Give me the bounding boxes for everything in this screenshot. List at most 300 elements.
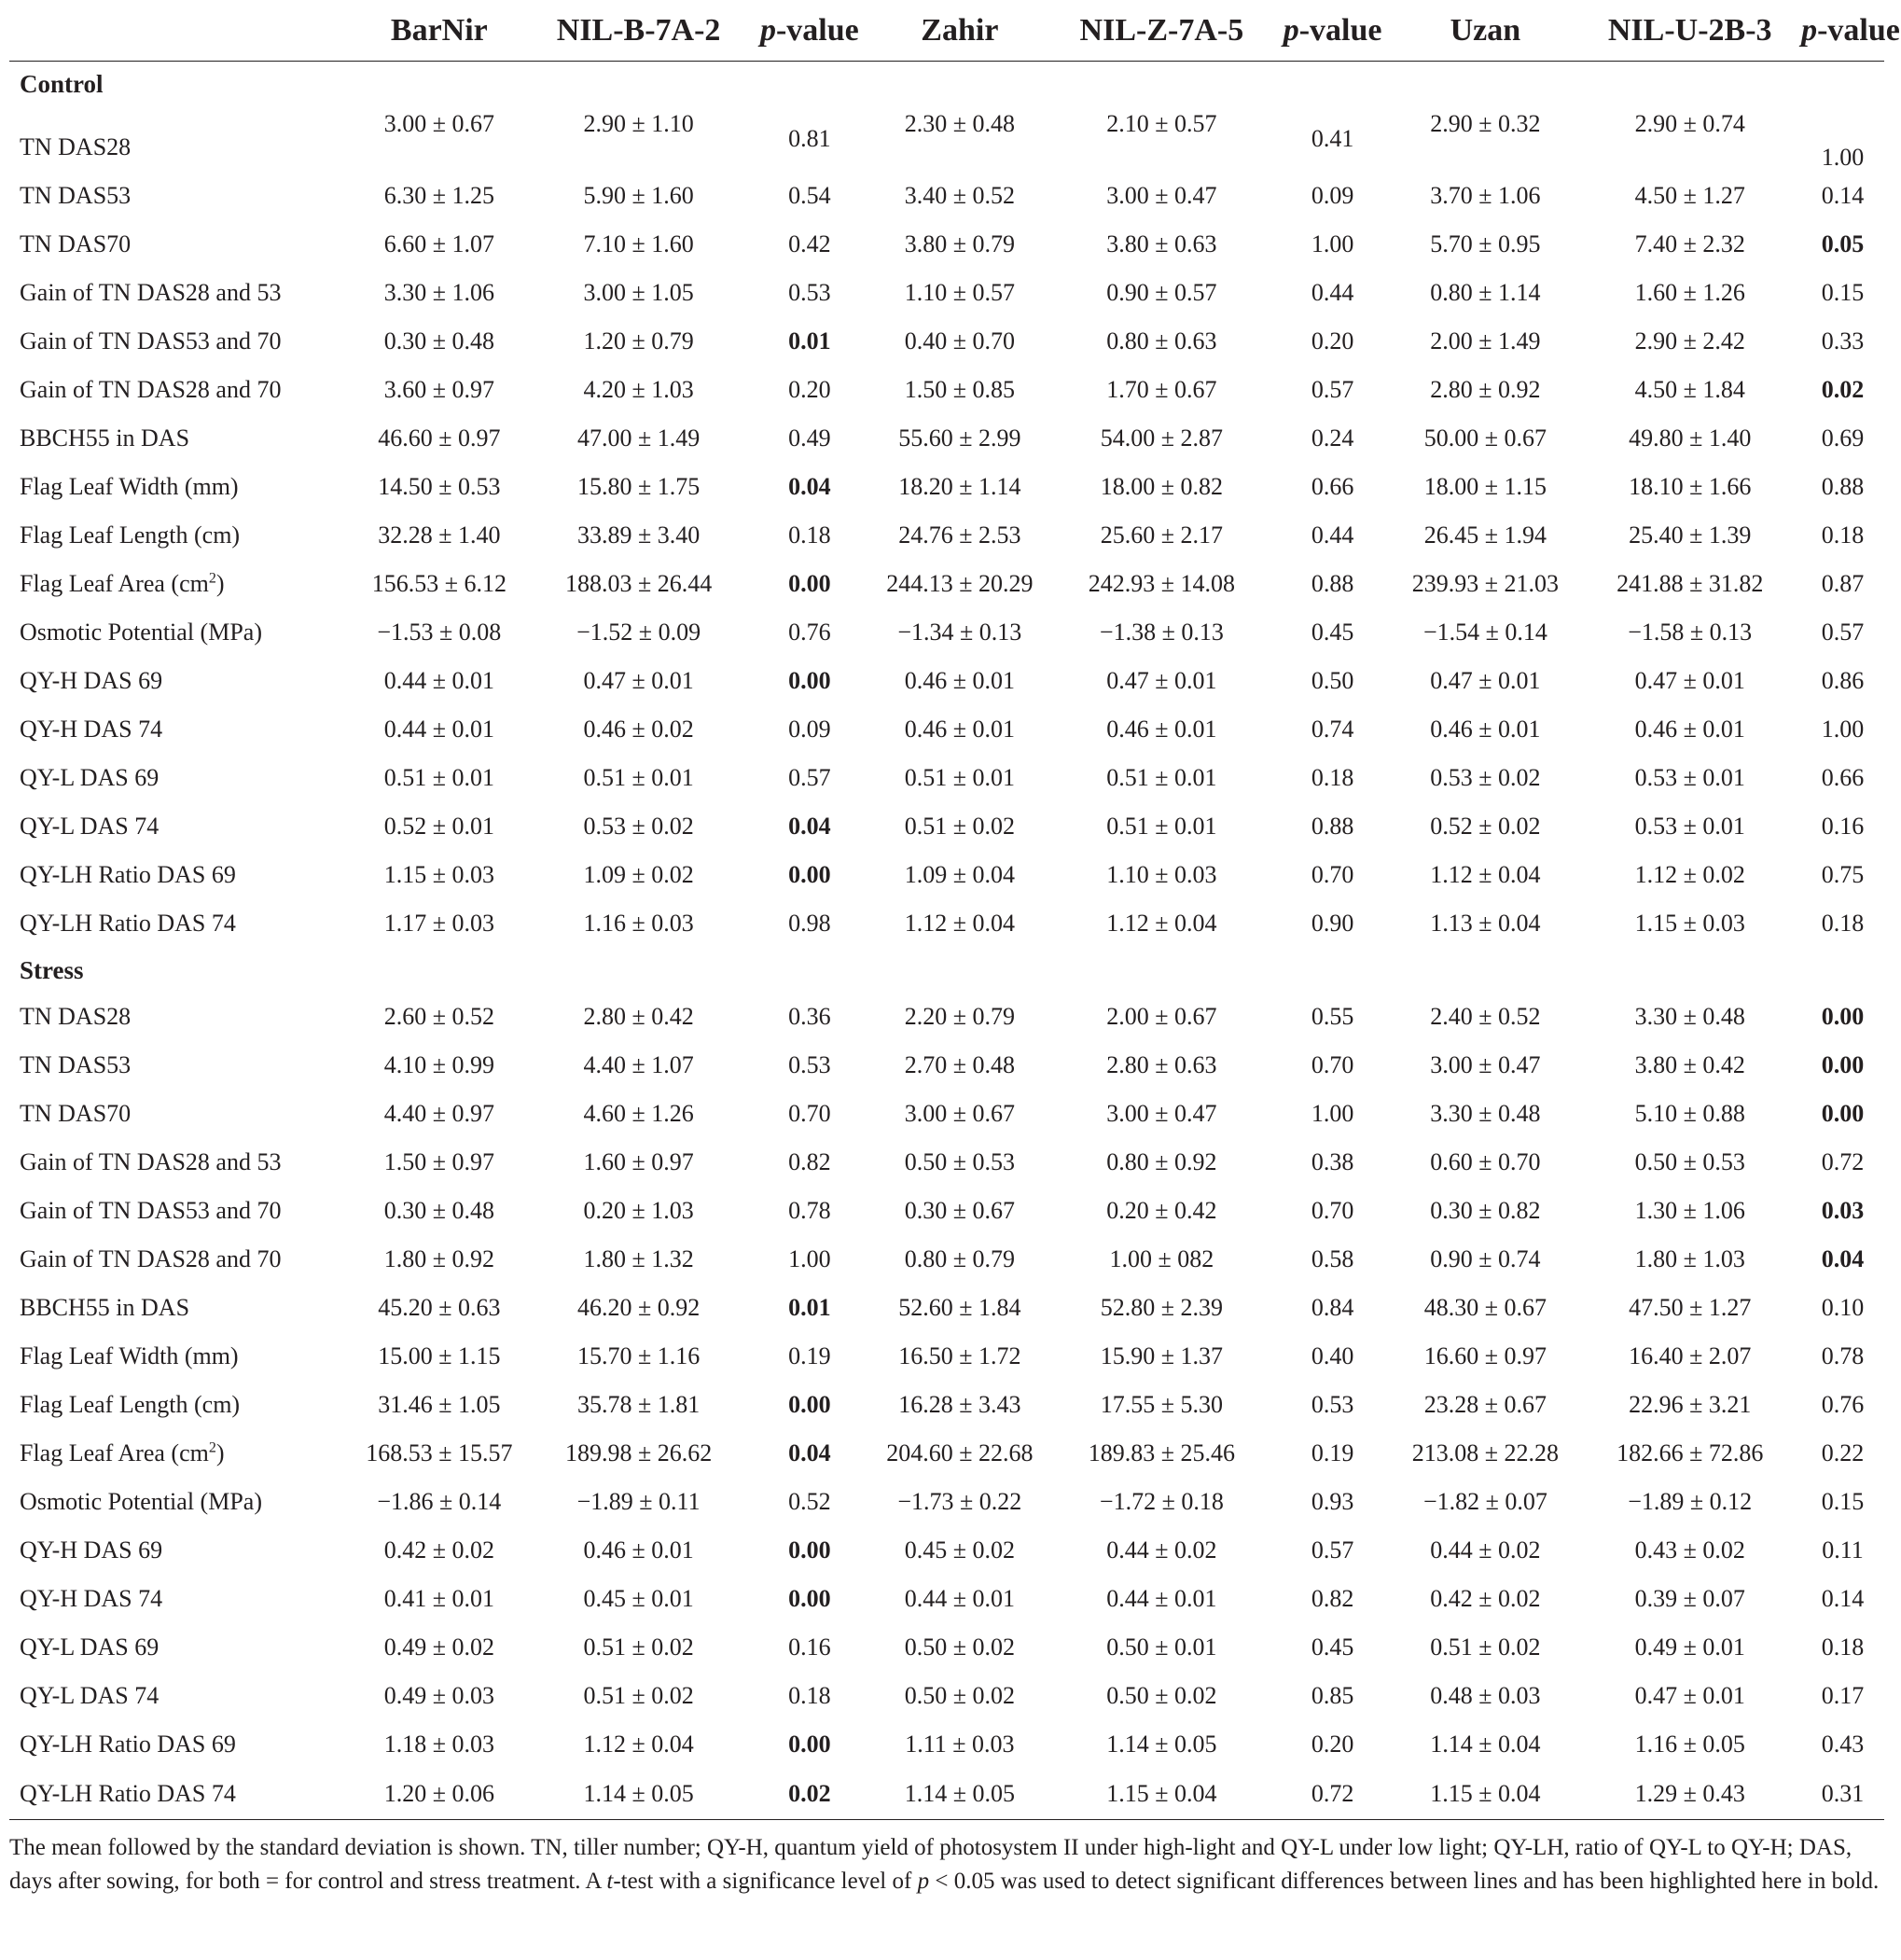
- value-cell: 1.09 ± 0.04: [904, 861, 1015, 888]
- row-label-text: QY-H DAS 69: [20, 1536, 163, 1564]
- value-cell: 2.30 ± 0.48: [904, 110, 1015, 137]
- p-value-cell: 0.00: [788, 861, 831, 888]
- p-value-cell: 0.86: [1821, 667, 1865, 694]
- p-value-cell: 0.22: [1821, 1439, 1865, 1467]
- value-cell: 0.43 ± 0.02: [1634, 1536, 1745, 1564]
- p-italic: p: [759, 12, 776, 48]
- row-label-text: Gain of TN DAS28 and 70: [20, 1245, 282, 1272]
- p-value-cell: 0.43: [1821, 1731, 1865, 1758]
- row-label-text: Gain of TN DAS28 and 70: [20, 376, 282, 403]
- value-cell: 1.16 ± 0.05: [1634, 1731, 1745, 1758]
- value-cell: 0.46 ± 0.02: [583, 716, 694, 743]
- row-label: [9, 705, 351, 754]
- table-row: [9, 1429, 1884, 1478]
- footnote-part3: < 0.05 was used to detect significant differences between lines and has been highlighted here in bold.: [929, 1869, 1880, 1894]
- row-label: [9, 1429, 351, 1478]
- p-value-cell: 0.03: [1821, 1197, 1865, 1224]
- p-value-cell: 0.57: [1311, 1536, 1354, 1564]
- value-cell: 15.00 ± 1.15: [378, 1342, 501, 1369]
- value-cell: 18.10 ± 1.66: [1629, 473, 1752, 500]
- value-cell: 1.14 ± 0.04: [1430, 1731, 1541, 1758]
- p-value-cell: 0.20: [788, 376, 831, 403]
- value-cell: 0.42 ± 0.02: [1430, 1585, 1541, 1612]
- table-row: [9, 1672, 1884, 1720]
- row-label: [9, 414, 351, 463]
- value-cell: 3.80 ± 0.63: [1106, 230, 1217, 257]
- value-cell: 0.46 ± 0.01: [583, 1536, 694, 1564]
- table-body: [9, 62, 1884, 1820]
- footnote-t: t: [606, 1869, 614, 1894]
- row-label: [9, 1381, 351, 1429]
- value-cell: 2.90 ± 1.10: [583, 110, 694, 137]
- row-label-text: Flag Leaf Area (cm: [20, 570, 209, 597]
- value-cell: 1.12 ± 0.04: [1106, 910, 1217, 937]
- value-cell: 0.80 ± 0.79: [904, 1245, 1015, 1272]
- p-value-cell: 0.88: [1821, 473, 1865, 500]
- value-cell: 1.15 ± 0.03: [1634, 910, 1745, 937]
- value-cell: 0.30 ± 0.67: [904, 1197, 1015, 1224]
- p-italic: p: [1283, 12, 1299, 48]
- value-cell: 4.20 ± 1.03: [583, 376, 694, 403]
- value-cell: 1.15 ± 0.04: [1050, 1769, 1273, 1820]
- value-cell: 0.41 ± 0.01: [383, 1585, 494, 1612]
- p-value-cell: 0.52: [788, 1488, 831, 1515]
- row-label-text: QY-LH Ratio DAS 74: [20, 1780, 236, 1807]
- value-cell: 3.40 ± 0.52: [904, 182, 1015, 209]
- value-cell: −1.34 ± 0.13: [897, 619, 1022, 646]
- value-cell: 46.60 ± 0.97: [378, 424, 501, 452]
- value-cell: 52.80 ± 2.39: [1100, 1294, 1224, 1321]
- row-label-text: BBCH55 in DAS: [20, 424, 190, 452]
- table-row: [9, 1187, 1884, 1235]
- value-cell: 1.20 ± 0.79: [583, 327, 694, 354]
- header-label: [9, 0, 351, 62]
- column-header: Zahir: [869, 0, 1050, 62]
- value-cell: 0.40 ± 0.70: [904, 327, 1015, 354]
- value-cell: 1.16 ± 0.03: [583, 910, 694, 937]
- value-cell: 1.12 ± 0.04: [1430, 861, 1541, 888]
- section-title: Stress: [20, 955, 84, 984]
- value-cell: 0.30 ± 0.48: [383, 327, 494, 354]
- value-cell: 244.13 ± 20.29: [886, 570, 1034, 597]
- p-value-cell: 0.16: [788, 1633, 831, 1661]
- value-cell: 1.50 ± 0.85: [904, 376, 1015, 403]
- table-row: [9, 1138, 1884, 1187]
- row-label: [9, 172, 351, 220]
- value-cell: 239.93 ± 21.03: [1411, 570, 1560, 597]
- value-cell: 18.00 ± 0.82: [1100, 473, 1224, 500]
- value-cell: 0.44 ± 0.01: [904, 1585, 1015, 1612]
- value-cell: 0.50 ± 0.02: [904, 1633, 1015, 1661]
- row-label-text: Flag Leaf Area (cm: [20, 1439, 209, 1467]
- table-row: [9, 1041, 1884, 1090]
- value-cell: 1.80 ± 1.03: [1634, 1245, 1745, 1272]
- p-value-cell: 0.88: [1311, 813, 1354, 840]
- value-cell: 0.52 ± 0.01: [383, 813, 494, 840]
- value-cell: 6.60 ± 1.07: [383, 230, 494, 257]
- value-cell: 4.40 ± 0.97: [383, 1100, 494, 1127]
- p-value-cell: 0.14: [1821, 182, 1865, 209]
- p-value-cell: 0.16: [1821, 813, 1865, 840]
- value-cell: 25.40 ± 1.39: [1629, 521, 1752, 549]
- table-row: [9, 1478, 1884, 1526]
- p-value-cell: 1.00: [1821, 144, 1865, 171]
- table-row: [9, 1720, 1884, 1769]
- p-value-cell: 0.15: [1821, 1488, 1865, 1515]
- p-value-cell: 0.66: [1821, 764, 1865, 791]
- p-value-cell: 1.00: [1821, 716, 1865, 743]
- data-table-container: [9, 0, 1900, 1820]
- value-cell: 3.60 ± 0.97: [383, 376, 494, 403]
- p-value-cell: 0.15: [1821, 279, 1865, 306]
- value-cell: 0.49 ± 0.01: [1634, 1633, 1745, 1661]
- row-label-text: TN DAS28: [20, 133, 132, 160]
- p-value-cell: 0.41: [1311, 125, 1354, 152]
- value-cell: 2.00 ± 1.49: [1430, 327, 1541, 354]
- p-value-cell: 0.72: [1821, 1148, 1865, 1175]
- value-cell: 0.51 ± 0.01: [1106, 764, 1217, 791]
- row-label: [9, 511, 351, 560]
- row-label-text: TN DAS53: [20, 182, 132, 209]
- table-row: [9, 1575, 1884, 1623]
- value-cell: 3.70 ± 1.06: [1430, 182, 1541, 209]
- value-cell: 2.80 ± 0.63: [1106, 1051, 1217, 1078]
- p-value-cell: 0.70: [788, 1100, 831, 1127]
- row-label: [9, 1138, 351, 1187]
- value-cell: 0.50 ± 0.53: [904, 1148, 1015, 1175]
- value-cell: 17.55 ± 5.30: [1100, 1391, 1224, 1418]
- value-cell: 5.10 ± 0.88: [1634, 1100, 1745, 1127]
- value-cell: −1.54 ± 0.14: [1422, 619, 1547, 646]
- value-cell: 0.50 ± 0.53: [1634, 1148, 1745, 1175]
- row-label: [9, 1235, 351, 1284]
- table-row: [9, 511, 1884, 560]
- value-cell: 3.00 ± 0.47: [1106, 182, 1217, 209]
- value-cell: 4.40 ± 1.07: [583, 1051, 694, 1078]
- value-cell: 0.80 ± 1.14: [1430, 279, 1541, 306]
- p-value-cell: 0.53: [1311, 1391, 1354, 1418]
- value-cell: 0.47 ± 0.01: [1634, 667, 1745, 694]
- p-value-cell: 0.42: [788, 230, 831, 257]
- p-value-cell: 0.00: [788, 570, 831, 597]
- row-label: [9, 993, 351, 1041]
- p-value-cell: 0.11: [1822, 1536, 1864, 1564]
- row-label-text: QY-L DAS 74: [20, 1682, 160, 1709]
- p-value-cell: 0.70: [1311, 1051, 1354, 1078]
- value-cell: 0.51 ± 0.02: [904, 813, 1015, 840]
- value-cell: 46.20 ± 0.92: [576, 1294, 701, 1321]
- row-label: [9, 899, 351, 948]
- value-cell: 0.80 ± 0.92: [1106, 1148, 1217, 1175]
- p-value-cell: 1.00: [1311, 230, 1354, 257]
- table-row: [9, 463, 1884, 511]
- p-value-cell: 0.57: [1821, 619, 1865, 646]
- value-cell: 18.20 ± 1.14: [898, 473, 1021, 500]
- row-label-suffix: ): [215, 570, 225, 597]
- value-cell: 0.48 ± 0.03: [1430, 1682, 1541, 1709]
- value-cell: 204.60 ± 22.68: [886, 1439, 1034, 1467]
- row-label-text: Gain of TN DAS28 and 53: [20, 1148, 282, 1175]
- value-cell: 1.14 ± 0.05: [1106, 1731, 1217, 1758]
- value-cell: 1.12 ± 0.02: [1634, 861, 1745, 888]
- p-value-cell: 0.57: [788, 764, 831, 791]
- table-row: [9, 754, 1884, 802]
- value-cell: 2.40 ± 0.52: [1430, 1003, 1541, 1030]
- p-value-cell: 0.57: [1311, 376, 1354, 403]
- p-value-cell: 0.01: [788, 1294, 831, 1321]
- value-cell: 2.10 ± 0.57: [1106, 110, 1217, 137]
- p-value-cell: 0.36: [788, 1003, 831, 1030]
- value-cell: 7.10 ± 1.60: [583, 230, 694, 257]
- value-cell: 0.50 ± 0.02: [1106, 1682, 1217, 1709]
- value-cell: 33.89 ± 3.40: [576, 521, 701, 549]
- value-cell: 0.44 ± 0.01: [1106, 1585, 1217, 1612]
- p-value-cell: 0.14: [1821, 1585, 1865, 1612]
- value-cell: 0.47 ± 0.01: [1634, 1682, 1745, 1709]
- p-italic: p: [1801, 12, 1818, 48]
- table-row: [9, 1090, 1884, 1138]
- p-value-cell: 0.98: [788, 910, 831, 937]
- value-cell: 241.88 ± 31.82: [1617, 570, 1764, 597]
- row-label-text: QY-LH Ratio DAS 74: [20, 910, 236, 937]
- results-table: [9, 0, 1900, 1820]
- value-cell: 0.46 ± 0.01: [1430, 716, 1541, 743]
- value-cell: −1.52 ± 0.09: [576, 619, 701, 646]
- value-cell: 1.12 ± 0.04: [583, 1731, 694, 1758]
- p-value-cell: 0.90: [1311, 910, 1354, 937]
- table-row: [9, 802, 1884, 851]
- table-row: [9, 1332, 1884, 1381]
- p-value-cell: 0.10: [1821, 1294, 1865, 1321]
- p-value-cell: 0.50: [1311, 667, 1354, 694]
- value-cell: 3.80 ± 0.79: [904, 230, 1015, 257]
- p-value-cell: 0.00: [1821, 1051, 1865, 1078]
- p-value-cell: 0.55: [1311, 1003, 1354, 1030]
- p-value-cell: 0.20: [1311, 1731, 1354, 1758]
- value-cell: 15.80 ± 1.75: [576, 473, 701, 500]
- value-cell: 18.00 ± 1.15: [1423, 473, 1547, 500]
- value-cell: 6.30 ± 1.25: [383, 182, 494, 209]
- value-cell: 0.49 ± 0.03: [383, 1682, 494, 1709]
- p-value-cell: 0.00: [788, 1536, 831, 1564]
- value-cell: 0.47 ± 0.01: [1106, 667, 1217, 694]
- table-footnote: [9, 1831, 1884, 1898]
- value-cell: 49.80 ± 1.40: [1629, 424, 1752, 452]
- value-cell: 213.08 ± 22.28: [1411, 1439, 1560, 1467]
- p-value-cell: 0.40: [1311, 1342, 1354, 1369]
- table-row: [9, 366, 1884, 414]
- value-cell: 0.30 ± 0.82: [1430, 1197, 1541, 1224]
- section-row: [9, 948, 1884, 993]
- p-value-cell: 0.38: [1311, 1148, 1354, 1175]
- row-label: [9, 1720, 351, 1769]
- value-cell: 24.76 ± 2.53: [898, 521, 1021, 549]
- row-label: [9, 608, 351, 657]
- value-cell: 2.90 ± 2.42: [1634, 327, 1745, 354]
- table-row: [9, 414, 1884, 463]
- column-header: NIL-Z-7A-5: [1050, 0, 1273, 62]
- p-value-cell: 0.20: [1311, 327, 1354, 354]
- p-value-cell: 0.78: [1821, 1342, 1865, 1369]
- value-cell: 1.09 ± 0.02: [583, 861, 694, 888]
- row-label-text: Flag Leaf Width (mm): [20, 1342, 239, 1369]
- p-value-cell: 0.24: [1311, 424, 1354, 452]
- p-value-cell: 0.18: [1311, 764, 1354, 791]
- p-value-cell: 0.19: [788, 1342, 831, 1369]
- value-cell: 0.53 ± 0.01: [1634, 764, 1745, 791]
- value-cell: 2.60 ± 0.52: [383, 1003, 494, 1030]
- row-label: [9, 317, 351, 366]
- p-value-cell: 0.44: [1311, 521, 1354, 549]
- p-value-cell: 0.00: [788, 1391, 831, 1418]
- value-cell: 1.70 ± 0.67: [1106, 376, 1217, 403]
- value-cell: 0.90 ± 0.74: [1430, 1245, 1541, 1272]
- value-cell: 26.45 ± 1.94: [1423, 521, 1547, 549]
- value-cell: 0.44 ± 0.02: [1106, 1536, 1217, 1564]
- value-cell: 0.51 ± 0.02: [583, 1682, 694, 1709]
- table-row: [9, 851, 1884, 899]
- table-row: [9, 993, 1884, 1041]
- row-label-text: QY-LH Ratio DAS 69: [20, 1731, 236, 1758]
- p-value-cell: 0.33: [1821, 327, 1865, 354]
- row-label: [9, 1623, 351, 1672]
- row-label: [9, 220, 351, 269]
- table-header: [9, 0, 1900, 62]
- value-cell: 0.46 ± 0.01: [904, 667, 1015, 694]
- row-label: [9, 1478, 351, 1526]
- value-cell: 0.51 ± 0.01: [583, 764, 694, 791]
- row-label: [9, 1769, 351, 1820]
- value-cell: 3.30 ± 0.48: [1634, 1003, 1745, 1030]
- value-cell: 2.80 ± 0.92: [1430, 376, 1541, 403]
- value-cell: 14.50 ± 0.53: [378, 473, 501, 500]
- row-label-text: QY-H DAS 74: [20, 1585, 163, 1612]
- p-value-cell: 0.18: [1821, 910, 1865, 937]
- p-value-cell: 0.54: [788, 182, 831, 209]
- value-cell: 0.51 ± 0.01: [383, 764, 494, 791]
- value-cell: 1.00 ± 082: [1109, 1245, 1214, 1272]
- value-cell: 0.47 ± 0.01: [583, 667, 694, 694]
- value-cell: 0.52 ± 0.02: [1430, 813, 1541, 840]
- p-value-cell: 0.01: [788, 327, 831, 354]
- row-label-text: TN DAS70: [20, 1100, 132, 1127]
- p-value-cell: 0.76: [1821, 1391, 1865, 1418]
- row-label-text: Gain of TN DAS28 and 53: [20, 279, 282, 306]
- row-label: [9, 366, 351, 414]
- value-cell: 188.03 ± 26.44: [564, 570, 713, 597]
- p-value-cell: 0.17: [1821, 1682, 1865, 1709]
- value-cell: −1.73 ± 0.22: [897, 1488, 1022, 1515]
- p-value-cell: 0.18: [788, 521, 831, 549]
- p-value-cell: 0.70: [1311, 1197, 1354, 1224]
- value-cell: 16.60 ± 0.97: [1423, 1342, 1547, 1369]
- value-cell: 3.30 ± 1.06: [383, 279, 494, 306]
- p-value-cell: 0.04: [788, 813, 831, 840]
- value-cell: 3.30 ± 0.48: [1430, 1100, 1541, 1127]
- value-cell: 0.50 ± 0.02: [904, 1682, 1015, 1709]
- row-label-text: TN DAS70: [20, 230, 132, 257]
- value-cell: 50.00 ± 0.67: [1423, 424, 1547, 452]
- value-cell: 32.28 ± 1.40: [378, 521, 501, 549]
- value-cell: 156.53 ± 6.12: [371, 570, 506, 597]
- p-value-cell: 0.75: [1821, 861, 1865, 888]
- value-cell: 182.66 ± 72.86: [1617, 1439, 1764, 1467]
- p-value-cell: 0.18: [1821, 1633, 1865, 1661]
- table-row: [9, 1769, 1884, 1820]
- row-label-text: Osmotic Potential (MPa): [20, 1488, 262, 1515]
- value-cell: 54.00 ± 2.87: [1100, 424, 1224, 452]
- column-header: p-value: [1273, 0, 1393, 62]
- value-cell: 1.15 ± 0.03: [383, 861, 494, 888]
- row-label: [9, 1332, 351, 1381]
- p-value-cell: 1.00: [788, 1245, 831, 1272]
- value-cell: 5.70 ± 0.95: [1430, 230, 1541, 257]
- row-label-text: QY-L DAS 69: [20, 1633, 160, 1661]
- value-cell: 0.39 ± 0.07: [1634, 1585, 1745, 1612]
- value-cell: 0.20 ± 1.03: [583, 1197, 694, 1224]
- row-label: [9, 463, 351, 511]
- row-label-superscript: 2: [208, 1439, 216, 1456]
- value-cell: 1.13 ± 0.04: [1430, 910, 1541, 937]
- value-cell: 45.20 ± 0.63: [378, 1294, 501, 1321]
- row-label-text: Gain of TN DAS53 and 70: [20, 1197, 282, 1224]
- column-header: Uzan: [1392, 0, 1578, 62]
- value-cell: 3.00 ± 0.47: [1430, 1051, 1541, 1078]
- p-value-cell: 0.93: [1311, 1488, 1354, 1515]
- p-value-cell: 0.02: [1821, 376, 1865, 403]
- value-cell: 0.50 ± 0.01: [1106, 1633, 1217, 1661]
- value-cell: 15.90 ± 1.37: [1100, 1342, 1224, 1369]
- row-label: [9, 106, 351, 172]
- value-cell: 1.80 ± 0.92: [383, 1245, 494, 1272]
- value-cell: 189.83 ± 25.46: [1088, 1439, 1236, 1467]
- column-header: p-value: [1801, 0, 1884, 62]
- value-cell: 4.50 ± 1.84: [1634, 376, 1745, 403]
- p-value-cell: 0.09: [788, 716, 831, 743]
- row-label-text: BBCH55 in DAS: [20, 1294, 190, 1321]
- row-label-text: TN DAS28: [20, 1003, 132, 1030]
- value-cell: 0.51 ± 0.02: [583, 1633, 694, 1661]
- column-header: BarNir: [351, 0, 527, 62]
- table-row: [9, 705, 1884, 754]
- value-cell: 2.20 ± 0.79: [904, 1003, 1015, 1030]
- table-row: [9, 657, 1884, 705]
- p-value-cell: 0.76: [788, 619, 831, 646]
- value-cell: 0.53 ± 0.02: [583, 813, 694, 840]
- value-cell: 3.00 ± 0.67: [383, 110, 494, 137]
- value-cell: 1.20 ± 0.06: [351, 1769, 527, 1820]
- p-value-cell: 0.18: [788, 1682, 831, 1709]
- value-cell: 1.18 ± 0.03: [383, 1731, 494, 1758]
- value-cell: 0.53 ± 0.02: [1430, 764, 1541, 791]
- row-label: [9, 1526, 351, 1575]
- p-value-cell: 0.53: [788, 1051, 831, 1078]
- value-cell: 3.00 ± 0.67: [904, 1100, 1015, 1127]
- p-value-cell: 0.00: [788, 667, 831, 694]
- p-value-cell: 0.49: [788, 424, 831, 452]
- table-row: [9, 1526, 1884, 1575]
- value-cell: 0.46 ± 0.01: [904, 716, 1015, 743]
- value-cell: 16.40 ± 2.07: [1629, 1342, 1752, 1369]
- value-cell: 0.46 ± 0.01: [1634, 716, 1745, 743]
- row-label: [9, 1284, 351, 1332]
- value-cell: 1.15 ± 0.04: [1392, 1769, 1578, 1820]
- table-row: [9, 608, 1884, 657]
- row-label-superscript: 2: [208, 570, 216, 587]
- value-cell: 0.49 ± 0.02: [383, 1633, 494, 1661]
- section-title: Control: [20, 69, 104, 98]
- p-value-cell: 0.00: [1821, 1100, 1865, 1127]
